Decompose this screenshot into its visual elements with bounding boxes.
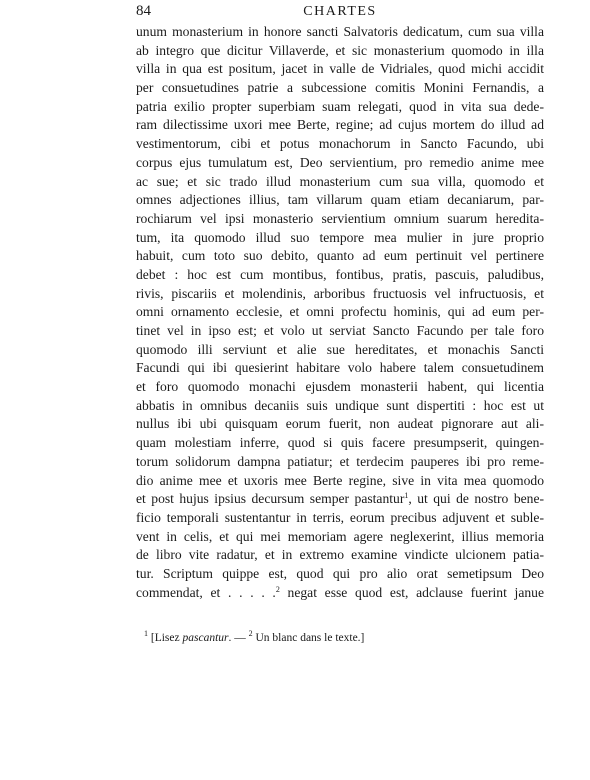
note-marker: 2 — [275, 584, 280, 594]
text-segment: , ut qui de nostro bene- — [408, 491, 545, 507]
text-line: vent in celis, et qui mei memoriam agere neglexerint, illius memoria — [136, 528, 544, 544]
footnote — [144, 629, 544, 644]
footnote-separator: . — — [228, 632, 249, 644]
text-line: rochiarum vel ipsi monasterio servientium omnium suarum heredita- — [136, 210, 544, 226]
charter-text — [136, 23, 544, 602]
text-line: omnes adjectiones illius, tam villarum quam etiam decaniarum, par- — [136, 192, 544, 208]
text-line: dio anime mee et uxoris mee Berte regine, sive in vita mea quomodo — [136, 472, 544, 488]
text-line: quam molestiam inferre, quod si quis facere presumpserit, quingen- — [136, 435, 544, 451]
text-line-with-note — [136, 584, 544, 603]
text-segment: et post hujus ipsius decursum semper pastantur — [136, 491, 405, 507]
page-number: 84 — [136, 3, 151, 19]
text-line: de libro vite radatur, et in extremo examine vindicte ulcionem patia- — [136, 547, 544, 563]
text-line: ficio temporali sustentantur in terris, eorum precibus adjuvent et suble- — [136, 509, 544, 525]
footnote-marker: 2 — [248, 629, 253, 638]
text-line: rivis, piscariis et molendinis, arboribus fructuosis vel infructuosis, et — [136, 285, 544, 301]
text-line: tum, ita quomodo illud suo tempore mea mulier in jure proprio — [136, 229, 544, 245]
text-line: tur. Scriptum quippe est, quod qui pro alio orat semetipsum Deo — [136, 565, 544, 581]
note-marker: 1 — [404, 491, 409, 501]
text-line: omni ornamento ecclesie, et omni profectu hominis, qui ad eum per- — [136, 304, 544, 320]
running-title: CHARTES — [303, 4, 377, 19]
text-line: quomodo illi serviunt et alie sue hereditates, et monachis Sancti — [136, 341, 544, 357]
text-segment: commendat, et . . . . . — [136, 584, 276, 600]
text-line: habuit, cum toto suo debito, quanto ad eum pertinuit vel pertinere — [136, 248, 544, 264]
text-line: ram dilectissime uxori mee Berte, regine; ad cujus mortem do illud ad — [136, 117, 544, 133]
text-line-with-note — [136, 490, 544, 509]
text-line: per consuetudines patrie a subcessione comitis Monini Fernandis, a — [136, 80, 544, 96]
text-line: ab integro que dicitur Villaverde, et sic monasterium quomodo in illa — [136, 42, 544, 58]
footnote-text: [Lisez — [150, 632, 183, 644]
text-line: vestimentorum, cibi et potus monachorum in Sancto Facundo, ubi — [136, 136, 544, 152]
text-line: abbatis in omnibus decaniis suis undique sunt dispertiti : hoc est ut — [136, 397, 544, 413]
text-line: unum monasterium in honore sancti Salvatoris dedicatum, cum sua villa — [136, 24, 544, 39]
footnote-text: Un blanc dans le texte.] — [252, 632, 365, 644]
text-line: ac sue; et sic trado illud monasterium cum sua villa, quomodo et — [136, 173, 544, 189]
text-line: tinet vel in ipso est; et volo ut serviat Sancto Facundo per tale foro — [136, 323, 544, 338]
text-line: Facundi qui ibi quesierint habitare volo habere talem consuetudinem — [136, 360, 544, 376]
text-segment: negat esse quod est, adclause fuerint janue — [279, 584, 544, 600]
footnote-marker: 1 — [144, 629, 148, 638]
text-line: debet : hoc est cum montibus, fontibus, pratis, pascuis, paludibus, — [136, 266, 544, 282]
text-line: corpus ejus tumulatum est, Deo servientium, pro remedio anime mee — [136, 154, 544, 170]
text-line: villa in qua est positum, jacet in valle de Vidriales, quod michi accidit — [136, 61, 544, 77]
text-line: nullus ibi ubi quisquam eorum fuerit, non audeat pignorare aut ali- — [136, 416, 544, 432]
text-line: patria exilio propter superbiam suam relegati, quod in vita sua dede- — [136, 98, 544, 114]
text-line: et foro quomodo monachi ejusdem monasterii habent, qui licentia — [136, 379, 544, 395]
footnote-italic-word: pascantur — [182, 632, 229, 644]
text-line: torum solidorum dampna patiatur; et terdecim pauperes ibi pro reme- — [136, 453, 544, 469]
page-header — [136, 3, 544, 25]
